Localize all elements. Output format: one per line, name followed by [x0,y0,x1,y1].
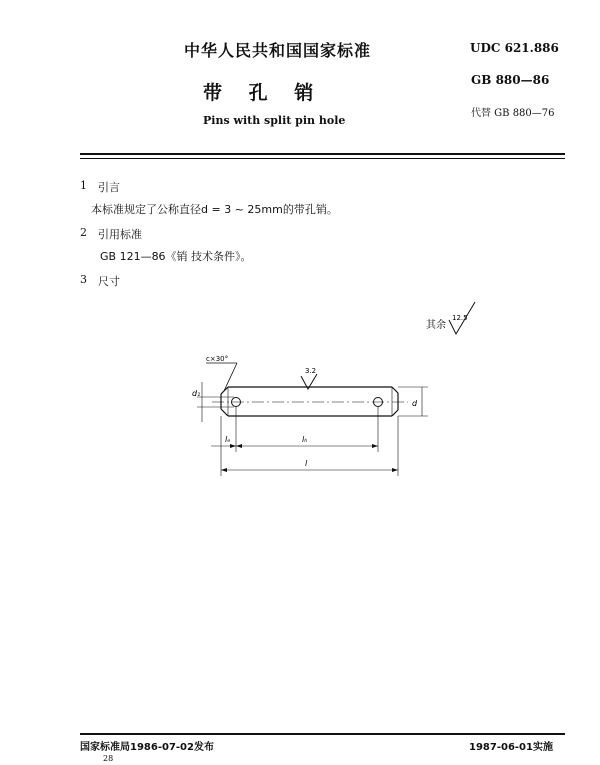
footer-rule [80,733,565,735]
section-1-title: 引言 [98,181,120,194]
replaces-note: 代替 GB 880—76 [471,108,555,119]
section-3-title: 尺寸 [98,275,120,288]
pin-body [221,387,398,416]
label-d: d [412,399,418,408]
roughness-value-general: 12.5 [452,314,468,322]
section-2-body: GB 121—86《销 技术条件》。 [100,250,252,263]
document-title: 带 孔 销 [203,82,324,104]
header-rule-thick [80,153,565,155]
label-l: l [305,459,308,468]
standard-title: 中华人民共和国国家标准 [184,41,372,60]
section-1-body: 本标准规定了公称直径d = 3 ~ 25mm的带孔销。 [91,203,338,216]
header-rule-thin [80,158,565,159]
gb-number: GB 880—86 [471,73,550,87]
label-d1: d₁ [192,389,201,398]
label-le: lₑ [225,435,231,444]
udc-number: UDC 621.886 [470,41,559,55]
effective-date: 1987-06-01实施 [469,742,553,753]
document-title-english: Pins with split pin hole [203,114,346,127]
section-1-number: 1 [80,179,87,192]
chamfer-label: c×30° [206,355,229,363]
section-2-title: 引用标准 [98,228,142,241]
issued-date: 国家标准局1986-07-02发布 [80,742,214,753]
page-number: 28 [103,754,114,763]
roughness-value-local: 3.2 [305,367,317,375]
roughness-prefix: 其余 [426,320,446,331]
section-2-number: 2 [80,226,87,239]
section-3-number: 3 [80,273,87,286]
pin-drawing [0,290,600,490]
label-lh: lₕ [302,435,308,444]
